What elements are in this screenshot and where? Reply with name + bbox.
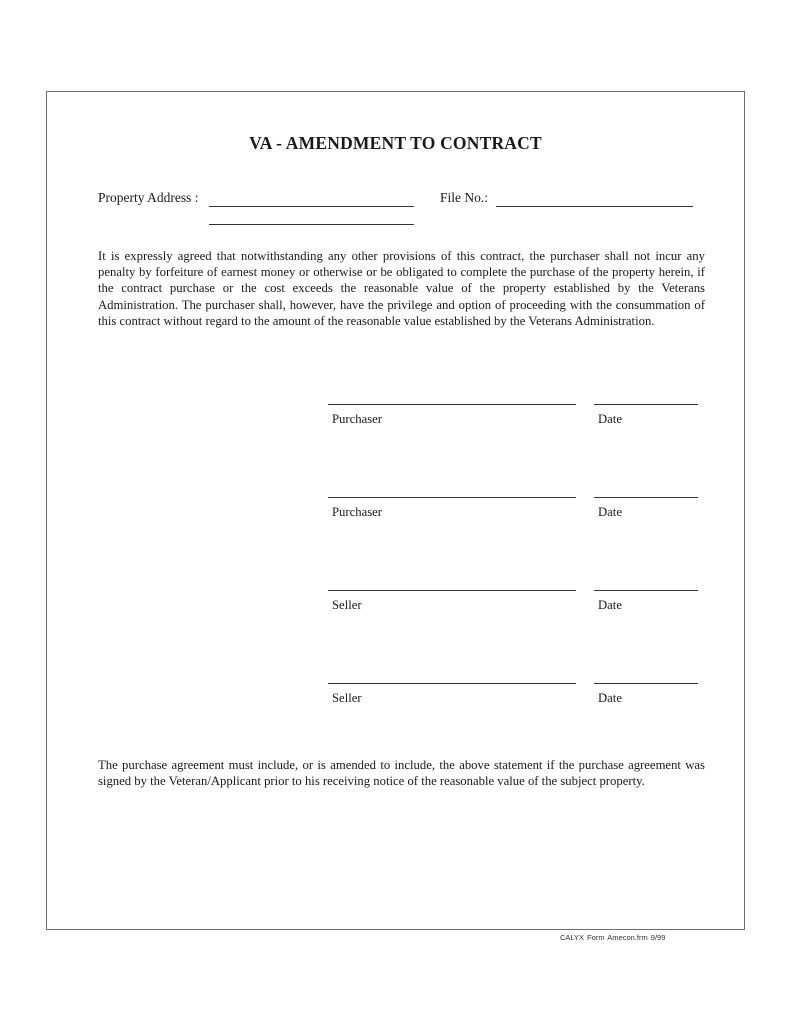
closing-paragraph: The purchase agreement must include, or is amended to include, the above statement if the purchase agreement was signed by the Veteran/Applicant prior to his receiving notice of the reasonable value of the subject property.	[98, 758, 705, 789]
agreement-paragraph: It is expressly agreed that notwithstanding any other provisions of this contract, the purchaser shall not incur any penalty by forfeiture of earnest money or otherwise or be obligated to complete the purchase of the property herein, if the contract purchase or the cost exceeds the reasonable value of the property established by the Veterans Administration. The purchaser shall, however, have the privilege and option of proceeding with the consummation of this contract without regard to the amount of the reasonable value established by the Veterans Administration.	[98, 249, 705, 328]
property-address-field-line-2[interactable]	[209, 224, 414, 225]
signature-line-seller-1[interactable]	[328, 590, 576, 591]
form-footer-code: CALYX Form Amecon.frm 9/99	[560, 933, 666, 942]
date-label-purchaser-2: Date	[598, 505, 622, 519]
property-address-field-line-1[interactable]	[209, 206, 414, 207]
date-label-seller-2: Date	[598, 691, 622, 705]
date-line-purchaser-2[interactable]	[594, 497, 698, 498]
date-line-seller-2[interactable]	[594, 683, 698, 684]
property-address-label: Property Address :	[98, 190, 199, 205]
signature-label-seller-2: Seller	[332, 691, 362, 705]
form-title: VA - AMENDMENT TO CONTRACT	[249, 133, 542, 153]
signature-label-purchaser-1: Purchaser	[332, 412, 383, 426]
file-no-label: File No.:	[440, 190, 489, 205]
signature-label-purchaser-2: Purchaser	[332, 505, 383, 519]
signature-line-purchaser-2[interactable]	[328, 497, 576, 498]
date-line-seller-1[interactable]	[594, 590, 698, 591]
date-line-purchaser-1[interactable]	[594, 404, 698, 405]
date-label-seller-1: Date	[598, 598, 622, 612]
signature-line-seller-2[interactable]	[328, 683, 576, 684]
signature-label-seller-1: Seller	[332, 598, 362, 612]
signature-line-purchaser-1[interactable]	[328, 404, 576, 405]
file-no-field[interactable]	[496, 206, 693, 207]
date-label-purchaser-1: Date	[598, 412, 622, 426]
form-border	[46, 91, 745, 930]
